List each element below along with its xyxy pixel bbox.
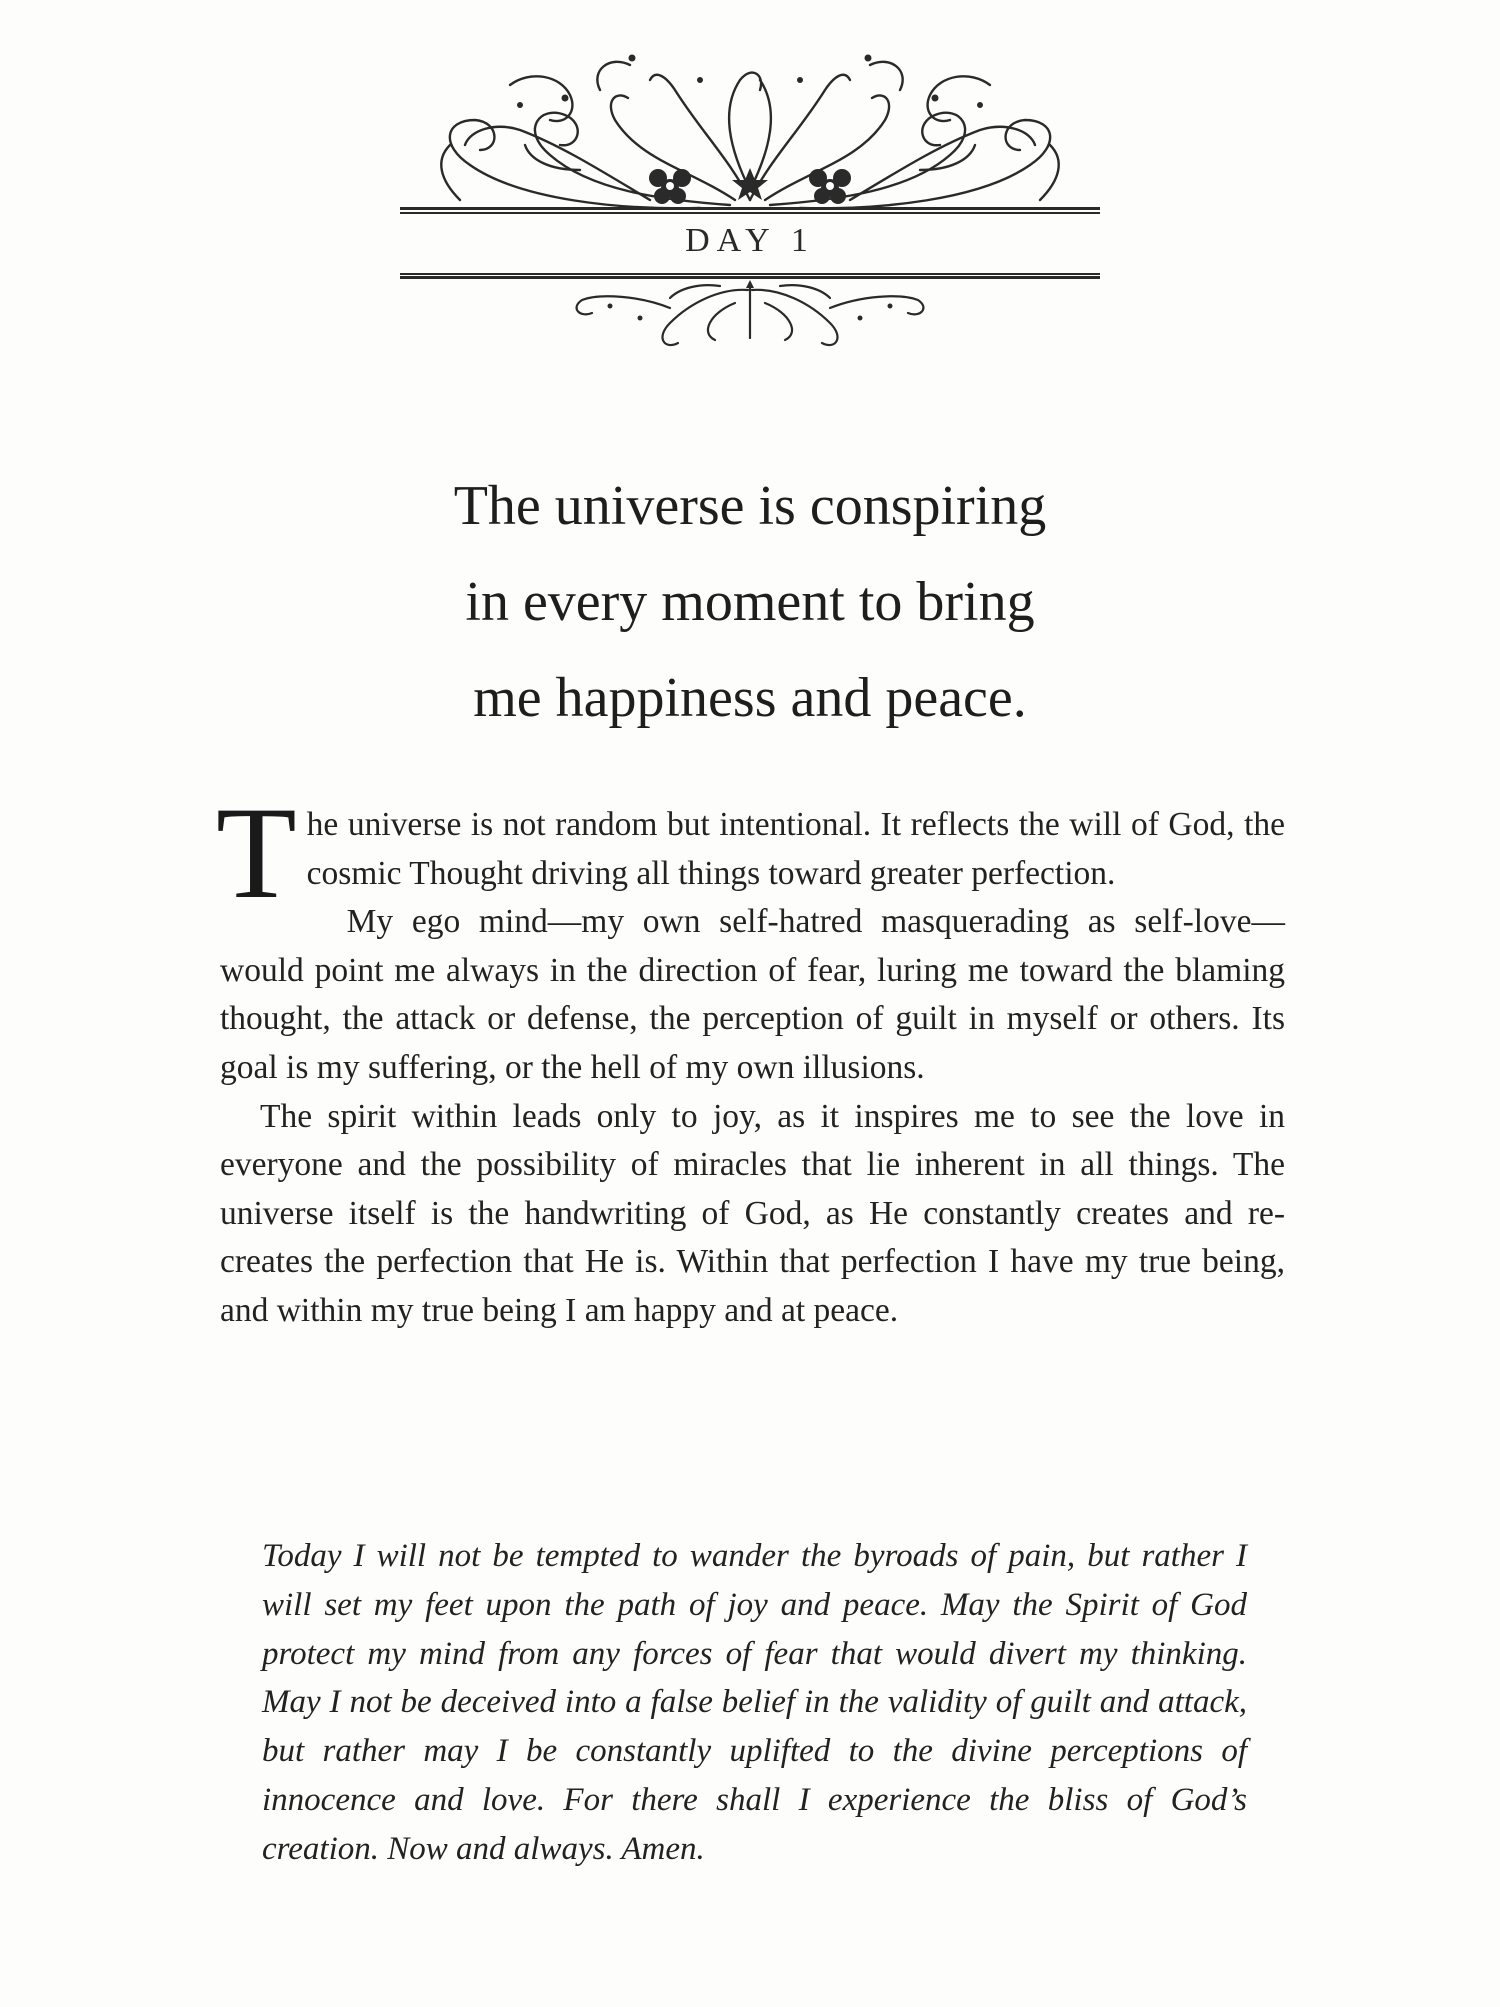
paragraph-2: My ego mind—my own self-hatred masquerading as self-love—would point me always in the direction of fear, luring me toward the blaming thought, the attack or defense, the perception of guilt in myself or others. Its goal is my suffering, or the hell of my own illusions. bbox=[220, 903, 1285, 1086]
prayer-text: Today I will not be tempted to wander the byroads of pain, but rather I will set my feet upon the path of joy and peace. May the Spirit of God protect my mind from any forces of fear that would divert my thinking. May I not be deceived into a false belief in the validity of guilt and attack, but rather may I be constantly uplifted to the divine perceptions of innocence and love. For there shall I experience the bliss of God’s creation. Now and always. Amen. bbox=[262, 1538, 1247, 1867]
floral-scroll-ornament-icon bbox=[400, 50, 1100, 215]
paragraph-1-text: he universe is not random but intentional. It reflects the will of God, the cosmic Thought driving all things toward greater perfection. bbox=[306, 806, 1285, 892]
affirmation-line: me happiness and peace. bbox=[473, 667, 1027, 729]
affirmation-line: in every moment to bring bbox=[465, 571, 1035, 633]
paragraph-1 bbox=[216, 779, 1285, 926]
day-label: DAY 1 bbox=[685, 222, 815, 259]
affirmation-line: The universe is conspiring bbox=[453, 475, 1047, 537]
paragraph-3: The spirit within leads only to joy, as it inspires me to see the love in everyone and the possibility of miracles that lie inherent in all things. The universe itself is the handwriting of God, as He constantly creates and re-creates the perfection that He is. Within that perfection I have my true being, and within my true being I am happy and at peace. bbox=[220, 1097, 1285, 1329]
drop-cap: T bbox=[216, 779, 297, 926]
scroll-flourish-ornament-icon bbox=[570, 278, 930, 353]
top-rule bbox=[400, 207, 1100, 214]
body-text bbox=[216, 779, 1285, 1336]
affirmation-heading bbox=[300, 458, 1200, 746]
